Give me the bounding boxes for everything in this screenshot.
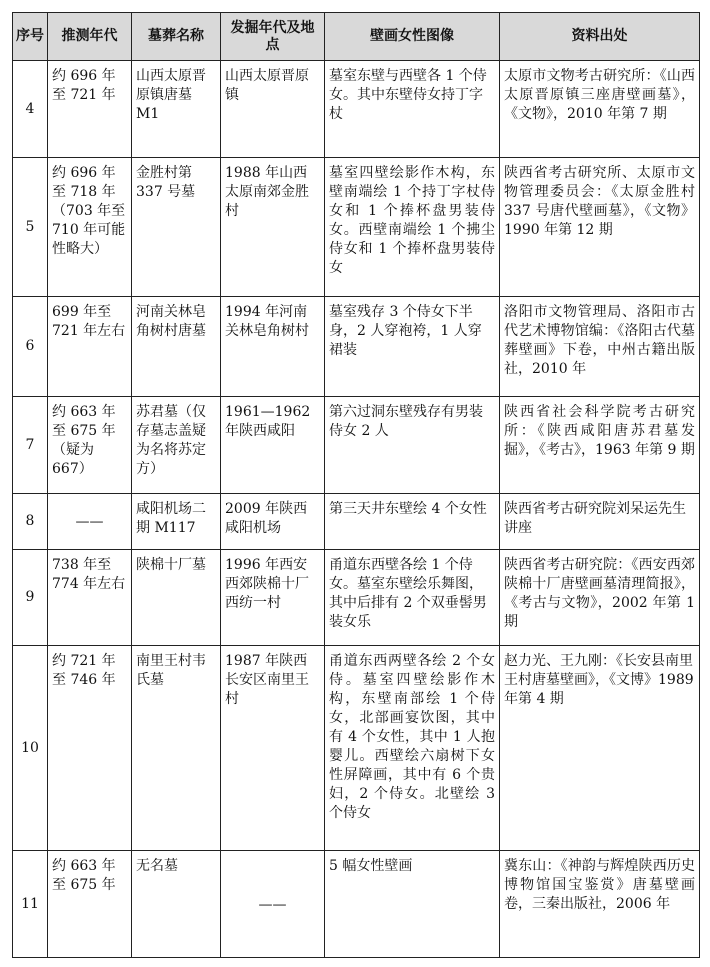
row-source: 赵力光、王九刚：《长安县南里王村唐墓壁画》，《文博》1989 年第 4 期: [500, 646, 700, 851]
row-seq: 8: [13, 494, 48, 550]
mural-women-table: [12, 12, 700, 958]
row-tomb: 苏君墓（仅存墓志盖疑为名将苏定方）: [132, 397, 221, 494]
row-date: 738 年至 774 年左右: [48, 550, 132, 646]
row-date: 约 696 年至 721 年: [48, 61, 132, 158]
header-date: 推测年代: [48, 13, 132, 61]
row-excavation: 1994 年河南关林皂角树村: [221, 297, 325, 397]
row-source: 陕西省社会科学院考古研究所：《陕西咸阳唐苏君墓发掘》，《考古》，1963 年第 9 期: [500, 397, 700, 494]
row-excavation: 1988 年山西太原南郊金胜村: [221, 158, 325, 297]
table-row: [13, 494, 700, 550]
header-tomb: 墓葬名称: [132, 13, 221, 61]
row-source: 陕西省考古研究所、太原市文物管理委员会：《太原金胜村 337 号唐代壁画墓》，《文物》1990 年第 12 期: [500, 158, 700, 297]
table-row: [13, 61, 700, 158]
row-tomb: 咸阳机场二期 M117: [132, 494, 221, 550]
header-excavation: 发掘年代及地点: [221, 13, 325, 61]
row-images: 第三天井东壁绘 4 个女性: [325, 494, 500, 550]
table-row: [13, 550, 700, 646]
row-source: 陕西省考古研究院刘呆运先生讲座: [500, 494, 700, 550]
row-images: 墓室残存 3 个侍女下半身，2 人穿袍袴，1 人穿裙装: [325, 297, 500, 397]
header-images: 壁画女性图像: [325, 13, 500, 61]
row-tomb: 金胜村第 337 号墓: [132, 158, 221, 297]
table-row: [13, 397, 700, 494]
row-seq: 7: [13, 397, 48, 494]
row-date: 约 663 年至 675 年: [48, 851, 132, 958]
row-seq: 11: [13, 851, 48, 958]
row-excavation: 2009 年陕西咸阳机场: [221, 494, 325, 550]
row-seq: 9: [13, 550, 48, 646]
row-date: ——: [48, 494, 132, 550]
row-excavation: 1996 年西安西郊陕棉十厂西纺一村: [221, 550, 325, 646]
row-images: 甬道东西壁各绘 1 个侍女。墓室东壁绘乐舞图，其中后排有 2 个双垂髻男装女乐: [325, 550, 500, 646]
row-date: 约 663 年至 675 年（疑为 667）: [48, 397, 132, 494]
header-row: [13, 13, 700, 61]
row-images: 墓室东壁与西壁各 1 个侍女。其中东壁侍女持丁字杖: [325, 61, 500, 158]
row-seq: 6: [13, 297, 48, 397]
row-excavation: 1987 年陕西长安区南里王村: [221, 646, 325, 851]
row-excavation: ——: [221, 851, 325, 958]
row-tomb: 无名墓: [132, 851, 221, 958]
row-tomb: 山西太原晋原镇唐墓 M1: [132, 61, 221, 158]
row-tomb: 河南关林皂角树村唐墓: [132, 297, 221, 397]
row-tomb: 南里王村韦氏墓: [132, 646, 221, 851]
row-source: 陕西省考古研究院：《西安西郊陕棉十厂唐壁画墓清理简报》，《考古与文物》，2002 年第 1 期: [500, 550, 700, 646]
row-images: 墓室四壁绘影作木构，东壁南端绘 1 个持丁字杖侍女和 1 个捧杯盘男装侍女。西壁南端绘 1 个拂尘侍女和 1 个捧杯盘男装侍女: [325, 158, 500, 297]
row-excavation: 山西太原晋原镇: [221, 61, 325, 158]
row-images: 甬道东西两壁各绘 2 个女侍。墓室四壁绘影作木构，东壁南部绘 1 个侍女，北部画宴饮图，其中有 4 个女性，其中 1 人抱婴儿。西壁绘六扇树下女性屏障画，其中有 6 个贵妇，2 个侍女。北壁绘 3 个侍女: [325, 646, 500, 851]
row-date: 699 年至 721 年左右: [48, 297, 132, 397]
table-row: [13, 851, 700, 958]
row-source: 洛阳市文物管理局、洛阳市古代艺术博物馆编：《洛阳古代墓葬壁画》下卷，中州古籍出版社，2010 年: [500, 297, 700, 397]
header-seq: 序号: [13, 13, 48, 61]
row-date: 约 721 年至 746 年: [48, 646, 132, 851]
row-source: 太原市文物考古研究所：《山西太原晋原镇三座唐壁画墓》，《文物》，2010 年第 7 期: [500, 61, 700, 158]
row-seq: 10: [13, 646, 48, 851]
table-row: [13, 646, 700, 851]
row-images: 5 幅女性壁画: [325, 851, 500, 958]
row-source: 冀东山：《神韵与辉煌陕西历史博物馆国宝鉴赏》唐墓壁画卷，三秦出版社，2006 年: [500, 851, 700, 958]
row-date: 约 696 年至 718 年（703 年至 710 年可能性略大）: [48, 158, 132, 297]
table-row: [13, 297, 700, 397]
row-seq: 5: [13, 158, 48, 297]
row-images: 第六过洞东壁残存有男装侍女 2 人: [325, 397, 500, 494]
header-source: 资料出处: [500, 13, 700, 61]
row-tomb: 陕棉十厂墓: [132, 550, 221, 646]
row-seq: 4: [13, 61, 48, 158]
row-excavation: 1961—1962 年陕西咸阳: [221, 397, 325, 494]
table-row: [13, 158, 700, 297]
